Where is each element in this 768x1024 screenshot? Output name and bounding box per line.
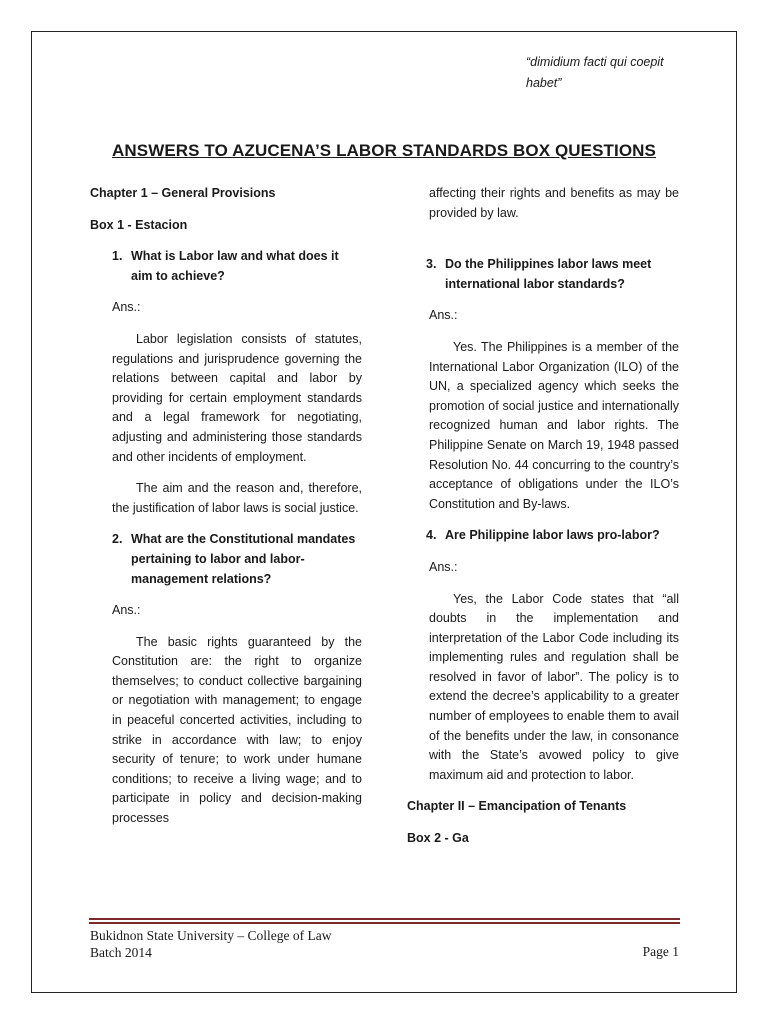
- footer-left: [90, 927, 331, 961]
- answer-paragraph: Yes. The Philippines is a member of the International Labor Organization (ILO) of the UN, a specialized agency which seeks the promotion of social justice and internationally recognized human and labor rights. The Philippine Senate on March 19, 1948 passed Resolution No. 44 concurring to the country’s acceptance of obligations under the ILO’s Constitution and By-laws.: [429, 339, 679, 511]
- question-number: 3.: [426, 257, 437, 272]
- question-number: 1.: [112, 249, 123, 264]
- left-column: [90, 184, 362, 829]
- box-heading: Box 2 - Ga: [407, 831, 469, 846]
- page-number: Page 1: [642, 944, 679, 959]
- box-heading: Box 1 - Estacion: [90, 217, 188, 232]
- footer-rule: [89, 918, 680, 920]
- right-column: [407, 184, 679, 849]
- answer-label: Ans.:: [112, 603, 141, 618]
- answer-paragraph: Yes, the Labor Code states that “all doubts in the implementation and interpretation of the Labor Code including its implementing rules and regulation shall be resolved in favor of labor”. The policy is to extend the decree’s applicability to a greater number of employees to enable them to avail of the benefits under the law, in consonance with the State’s avowed policy to give maximum aid and protection to labor.: [429, 591, 679, 782]
- answer-paragraph: The basic rights guaranteed by the Constitution are: the right to organize themselves; to conduct collective bargaining or negotiation with management; to engage in peaceful concerted activities, including to strike in accordance with law; to enjoy security of tenure; to work under humane conditions; to receive a living wage; and to participate in policy and decision-making processes: [112, 634, 362, 826]
- question-text: What is Labor law and what does it aim to achieve?: [131, 249, 339, 283]
- footer-rule: [89, 922, 680, 924]
- footer-school: Bukidnon State University – College of Law: [90, 928, 332, 943]
- question-number: 4.: [426, 528, 437, 543]
- question-number: 2.: [112, 532, 123, 547]
- chapter-heading: Chapter 1 – General Provisions: [90, 186, 276, 200]
- answer-label: Ans.:: [112, 300, 141, 315]
- question-text: Do the Philippines labor laws meet international labor standards?: [445, 257, 652, 291]
- answer-paragraph-continued: affecting their rights and benefits as may be provided by law.: [429, 186, 679, 220]
- question-1: [112, 247, 362, 286]
- chapter-heading: Chapter II – Emancipation of Tenants: [407, 799, 627, 814]
- answer-label: Ans.:: [429, 559, 458, 574]
- latin-quote: “dimidium facti qui coepit habet”: [526, 55, 664, 90]
- question-text: Are Philippine labor laws pro-labor?: [445, 528, 660, 543]
- document-title: ANSWERS TO AZUCENA’S LABOR STANDARDS BOX QUESTIONS: [112, 141, 656, 160]
- answer-label: Ans.:: [429, 308, 458, 323]
- question-2: [112, 530, 362, 589]
- question-3: [426, 255, 679, 294]
- footer-batch: Batch 2014: [90, 945, 152, 960]
- answer-paragraph: Labor legislation consists of statutes, regulations and jurisprudence governing the relations between capital and labor by providing for certain employment standards and a legal framework for negotiating, adjusting and administering those standards and other incidents of employment.: [112, 331, 362, 464]
- question-4: [426, 526, 679, 546]
- answer-paragraph: The aim and the reason and, therefore, the justification of labor laws is social justice.: [112, 481, 362, 515]
- question-text: What are the Constitutional mandates pertaining to labor and labor-management relations?: [131, 532, 356, 586]
